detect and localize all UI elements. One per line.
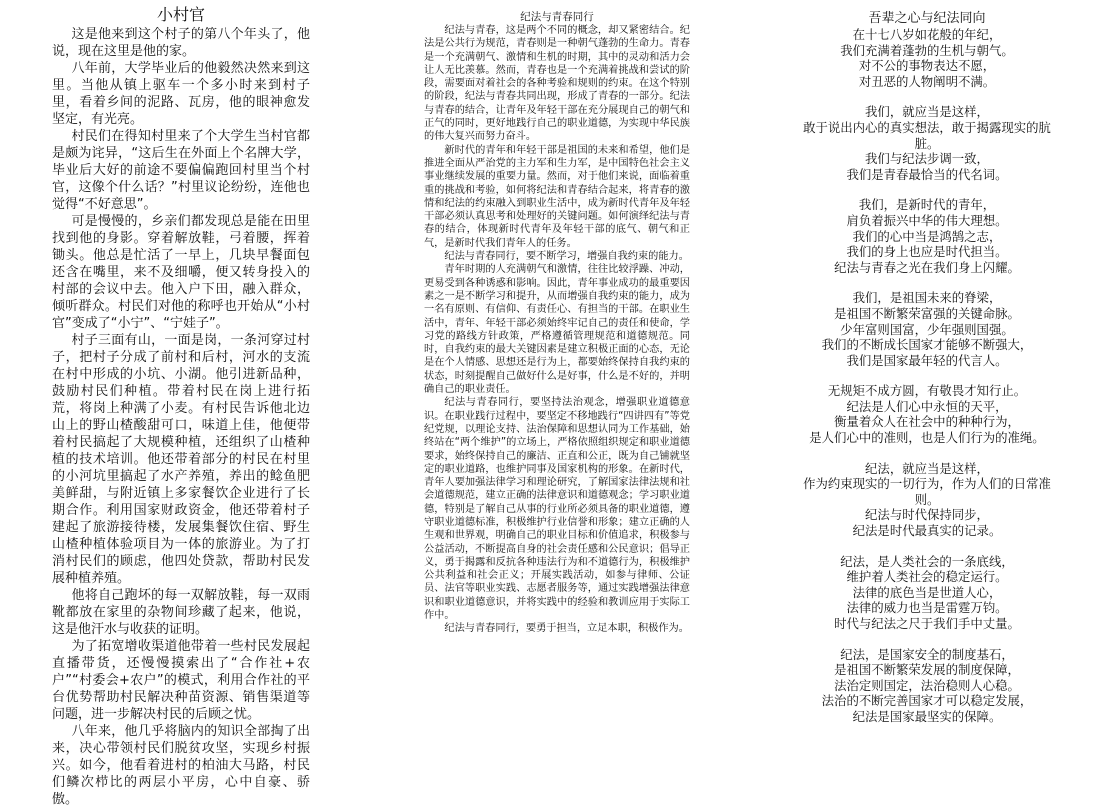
poem-title: 吾辈之心与纪法同向 xyxy=(868,11,986,26)
paragraph: 这是他来到这个村子的第八个年头了，他说，现在这里是他的家。 xyxy=(52,27,310,59)
poem-line: 是祖国不断繁荣发展的制度保障， xyxy=(834,662,1020,678)
poem-line: 少年富则国富，少年强则国强。 xyxy=(840,321,1014,337)
poem-line: 我们的不断成长国家才能够不断强大， xyxy=(821,337,1033,353)
poem-line: 纪法，就应当是这样， xyxy=(865,460,989,476)
paragraph: 纪法与青春，这是两个不同的概念，却又紧密结合。纪法是公共行为规范，青春则是一种朝气蓬勃的生命力。青春是一个充满朝气、激情和生机的时期，其中的灵动和活力会让人无比羡慕。然而，青春也是一个充满着挑战和尝试的阶段，需要面对着社会的各种考验和规则的约束。在这个特别的阶段，纪法与青春共同出现，形成了青春的一部分。纪法与青春的结合，让青年及年轻干部在充分展现自己的朝气和正气的同时，更好地践行自己的职业道德，为实现中华民族的伟大复兴而努力奋斗。 xyxy=(424,25,690,143)
poem-line: 我们是青春最恰当的代名词。 xyxy=(846,166,1008,182)
poem-line: 衡量着众人在社会中的种种行为， xyxy=(834,414,1020,430)
paragraph: 青年时期的人充满朝气和激情，往往比较浮躁、冲动，更易受到各种诱惑和影响。因此，青年事业成功的最重要因素之一是不断学习和提升，从而增强自我约束的能力，成为一名有原则、有信仰、有责任心、有担当的干部。在职业生活中，青年、年轻干部必须始终牢记自己的责任和使命，学习党的路线方针政策，严格遵循管理规范和道德规范。同时，自我约束的最大关键因素是建立积极正面的心态，无论是在个人情感、思想还是行为上，都要始终保持自我约束的状态，时刻提醒自己做好什么是好事，什么是不好的，并明确自己的职业责任。 xyxy=(424,264,690,396)
article-column-2 xyxy=(424,0,690,739)
poem-line: 法治定则国定，法治稳则人心稳。 xyxy=(834,677,1020,693)
poem-line: 法治的不断完善国家才可以稳定发展， xyxy=(821,693,1033,709)
poem-stanza xyxy=(796,290,1058,368)
poem-line: 敢于说出内心的真实想法，敢于揭露现实的肮脏。 xyxy=(803,119,1051,151)
paragraph: 八年前，大学毕业后的他毅然决然来到这里。当他从镇上驱车一个多小时来到村子里，看着乡间的泥路、瓦房，他的眼神愈发坚定，有光亮。 xyxy=(52,61,310,127)
paragraph: 八年来，他几乎将脑内的知识全部掏了出来，决心带领村民们脱贫攻坚，实现乡村振兴。如今，他看着进村的柏油大马路，村民们鳞次栉比的两层小平房，心中自豪、骄傲。 xyxy=(52,724,310,807)
poem-stanza xyxy=(796,104,1058,182)
poem-stanza xyxy=(796,197,1058,275)
article-body xyxy=(424,24,690,636)
poem-line: 维护着人类社会的稳定运行。 xyxy=(846,569,1008,585)
poem-line: 时代与纪法之尺于我们手中丈量。 xyxy=(834,616,1020,631)
poem-line: 纪法与青春之光在我们身上闪耀。 xyxy=(834,259,1020,275)
poem-line: 纪法，是国家安全的制度基石， xyxy=(840,646,1014,662)
paragraph: 村民们在得知村里来了个大学生当村官都是颇为诧异，“这后生在外面上个名牌大学，毕业后大好的前途不要偏偏跑回村里当个村官，这像个什么话？”村里议论纷纷，连他也觉得“不好意思”。 xyxy=(52,129,310,212)
poem-line: 在十七八岁如花般的年纪， xyxy=(852,27,1002,42)
poem-line: 纪法是国家最坚实的保障。 xyxy=(852,708,1002,724)
poem-body xyxy=(796,27,1058,725)
poem-line: 我们，是新时代的青年， xyxy=(858,197,996,213)
poem-stanza xyxy=(796,461,1058,539)
poem-line: 纪法是人们心中永恒的天平， xyxy=(846,398,1008,414)
poem-line: 我们与纪法步调一致， xyxy=(865,151,989,167)
poem-line: 法律的底色当是世道人心， xyxy=(852,584,1002,600)
poem-line: 我们充满着蓬勃的生机与朝气。 xyxy=(840,42,1014,58)
paragraph: 新时代的青年和年轻干部是祖国的未来和希望，他们是推进全面从严治党的主力军和生力军，是中国特色社会主义事业继续发展的重要力量。然而，对于他们来说，面临着重重的挑战和考验，如何将纪法和青春结合起来，将青春的激情和纪法的约束融入到职业生活中，成为新时代青年及年轻干部必须认真思考和处理好的关键问题。如何演绎纪法与青春的结合，体现新时代青年及年轻干部的底气、朝气和正气，是新时代我们青年人的任务。 xyxy=(424,144,690,249)
paragraph: 纪法与青春同行，要勇于担当，立足本职，积极作为。 xyxy=(444,623,689,635)
paragraph: 为了拓宽增收渠道他带着一些村民发展起直播带货，还慢慢摸索出了“合作社+农户”“村委会+农户”的模式，利用合作社的平台优势帮助村民解决种苗资源、销售渠道等问题，进一步解决村民的后顾之忧。 xyxy=(52,639,310,722)
poem-stanza xyxy=(796,27,1058,89)
poem-line: 我们，就应当是这样， xyxy=(865,104,989,120)
poem-line: 纪法与时代保持同步， xyxy=(865,507,989,523)
poem-column xyxy=(796,0,1058,739)
poem-line: 我们是国家最年轻的代言人。 xyxy=(846,352,1008,368)
poem-line: 作为约束现实的一切行为，作为人们的日常准则。 xyxy=(803,476,1051,507)
paragraph: 他将自己跑坏的每一双解放鞋，每一双雨靴都放在家里的杂物间珍藏了起来，他说，这是他汗水与收获的证明。 xyxy=(52,588,310,637)
poem-line: 是人们心中的准则，也是人们行为的准绳。 xyxy=(809,430,1045,446)
article-body xyxy=(52,26,310,808)
poem-line: 是祖国不断繁荣富强的关键命脉。 xyxy=(834,305,1020,321)
poem-line: 我们，是祖国未来的脊梁， xyxy=(852,290,1002,306)
paragraph: 纪法与青春同行，要不断学习，增强自我约束的能力。 xyxy=(444,251,689,263)
poem-line: 我们的身上也应是时代担当。 xyxy=(846,244,1008,260)
article-title: 小村官 xyxy=(156,5,205,24)
poem-line: 肩负着振兴中华的伟大理想。 xyxy=(846,212,1008,228)
poem-line: 对丑恶的人物阐明不满。 xyxy=(858,73,996,89)
article-column-1 xyxy=(52,0,310,807)
paragraph: 纪法与青春同行，要坚持法治观念，增强职业道德意识。在职业践行过程中，要坚定不移地践行“四讲四有”等党纪党规，以理论支持、法治保障和思想认同为工作基础，始终站在“两个维护”的立场上，严格依照组织规定和职业道德要求，始终保持自己的廉洁、正直和公正，既为自己铺就坚定的职业道路，也维护同事及国家机构的形象。在新时代，青年人要加强法律学习和理论研究，了解国家法律法规和社会道德规范，建立正确的法律意识和道德观念；学习职业道德，特别是了解自己从事的行业所必须具备的职业道德，遵守职业道德标准，积极维护行业信誉和形象；建立正确的人生观和世界观，明确自己的职业目标和价值追求，积极参与公益活动，不断提高自身的社会责任感和公民意识；倡导正义，勇于揭露和反抗各种违法行为和不道德行为，积极维护公共利益和社会正义；开展实践活动，如参与律师、公证员、法官等职业实践、志愿者服务等，通过实践增强法律意识和职业道德意识，并将实践中的经验和教训应用于实际工作中。 xyxy=(424,397,690,622)
poem-line: 纪法是时代最真实的记录。 xyxy=(852,523,1002,539)
poem-line: 我们的心中当是鸿鹄之志， xyxy=(852,228,1002,244)
poem-stanza xyxy=(796,554,1058,632)
poem-line: 无规矩不成方圆，有敬畏才知行止。 xyxy=(827,383,1027,399)
poem-stanza xyxy=(796,383,1058,445)
poem-line: 纪法，是人类社会的一条底线， xyxy=(840,553,1014,569)
paragraph: 村子三面有山，一面是岗，一条河穿过村子，把村子分成了前村和后村，河水的支流在村中形成的小坑、小湖。他引进新品种，鼓励村民们种植。带着村民在岗上进行拓荒，将岗上种满了小麦。有村民告诉他北边山上的野山楂酸甜可口，味道上佳，他便带着村民搞起了大规模种植，还组织了山楂种植的技术培训。他还带着部分的村民在村里的小河坑里搞起了水产养殖，养出的鲶鱼肥美鲜甜，与附近镇上多家餐饮企业进行了长期合作。利用国家财政资金，他还带着村子建起了旅游接待楼，发展集餐饮住宿、野生山楂种植体验项目为一体的旅游业。为了打消村民们的顾虑，他四处贷款，帮助村民发展种植养殖。 xyxy=(52,333,310,586)
poem-line: 对不公的事物表达不愿， xyxy=(858,58,996,74)
poem-stanza xyxy=(796,647,1058,725)
paragraph: 可是慢慢的，乡亲们都发现总是能在田里找到他的身影。穿着解放鞋，弓着腰，挥着锄头。他总是忙活了一早上，几块早餐面包还含在嘴里，来不及细嚼，便又转身投入的村部的会议中去。他入户下田，融入群众，倾听群众。村民们对他的称呼也开始从“小村官”变成了“小宁”、“宁娃子”。 xyxy=(52,214,310,331)
poem-line: 法律的威力也当是雷霆万钧。 xyxy=(846,600,1008,616)
article-title: 纪法与青春同行 xyxy=(520,11,594,23)
